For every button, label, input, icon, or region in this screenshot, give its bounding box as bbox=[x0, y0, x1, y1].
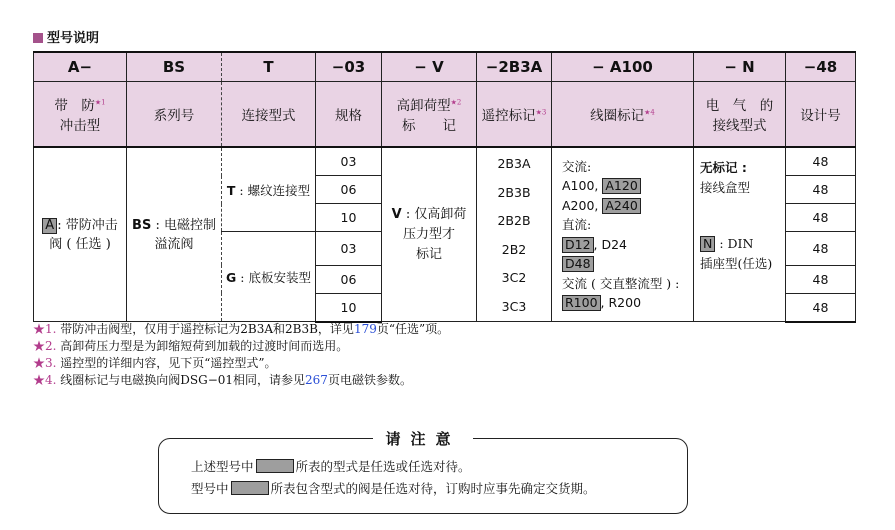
size-cell: 06 bbox=[316, 265, 382, 293]
footnote-1: ★1. 带防冲击阀型，仅用于遥控标记为2B3A和2B3B，详见179页“任选”项。 bbox=[33, 322, 450, 336]
coil-d12-box: D12 bbox=[562, 237, 594, 253]
col-t-plate-cell: G : 底板安装型 bbox=[222, 232, 316, 322]
header-desc-row bbox=[34, 82, 856, 148]
design-no-cell: 48 bbox=[786, 232, 856, 266]
pilot-code: 2B3A bbox=[497, 156, 531, 171]
footnotes bbox=[33, 321, 449, 389]
hcode-design: −48 bbox=[786, 52, 856, 82]
star-3-icon: ★3 bbox=[535, 108, 547, 117]
hcode-v: − V bbox=[382, 52, 477, 82]
notice-line-2: 型号中 所表包含型式的阀是任选对待，订购时应事先确定交货期。 bbox=[191, 481, 596, 496]
pilot-code: 2B2B bbox=[497, 213, 531, 228]
hdesc-v: 高卸荷型$^{★2}$ 标 记 bbox=[382, 82, 477, 148]
pilot-code: 2B3B bbox=[497, 184, 531, 200]
col-bs-cell: BS : 电磁控制 溢流阀 bbox=[127, 147, 222, 322]
col-elec-cell: 无标记 : 接线盒型 N : DIN 插座型(任选) bbox=[694, 147, 786, 322]
shade-swatch bbox=[256, 459, 294, 473]
design-no-cell: 48 bbox=[786, 265, 856, 293]
notice-line-1: 上述型号中 所表的型式是任选或任选对待。 bbox=[191, 459, 471, 474]
footnote-3: ★3. 遥控型的详细内容，见下页“遥控型式”。 bbox=[33, 356, 277, 370]
col-pilot-cell bbox=[477, 147, 552, 322]
hcode-a: A− bbox=[34, 52, 127, 82]
model-code-table bbox=[33, 51, 856, 323]
size-cell: 03 bbox=[316, 147, 382, 176]
hcode-t: T bbox=[222, 52, 316, 82]
header-codes-row bbox=[34, 52, 856, 82]
hdesc-t: 连接型式 bbox=[222, 82, 316, 148]
size-cell: 10 bbox=[316, 204, 382, 232]
footnote-2: ★2. 高卸荷压力型是为卸缩短荷到加载的过渡时间而选用。 bbox=[33, 339, 349, 353]
col-t-thread-cell: T : 螺纹连接型 bbox=[222, 147, 316, 232]
design-no-cell: 48 bbox=[786, 293, 856, 322]
coil-a240-box: A240 bbox=[602, 198, 640, 214]
page-link-267[interactable]: 267 bbox=[305, 373, 328, 387]
design-no-cell: 48 bbox=[786, 147, 856, 176]
notice-box bbox=[158, 430, 688, 514]
star-1-icon: ★1 bbox=[94, 98, 106, 107]
col-a-cell: A : 带防冲击 阀 ( 任选 ) bbox=[34, 147, 127, 322]
star-4-icon: ★4 bbox=[644, 108, 655, 117]
code-a-box: A bbox=[42, 218, 57, 234]
heading-bullet bbox=[33, 33, 43, 43]
hcode-pilot: −2B3A bbox=[477, 52, 552, 82]
page-link-179[interactable]: 179 bbox=[353, 322, 377, 336]
star-2-icon: ★2 bbox=[450, 98, 462, 107]
size-cell: 06 bbox=[316, 176, 382, 204]
coil-d48-box: D48 bbox=[562, 256, 594, 272]
hcode-coil: − A100 bbox=[552, 52, 694, 82]
pilot-code: 2B2 bbox=[501, 241, 527, 257]
notice-title: 请注意 bbox=[159, 428, 687, 449]
footnote-4: ★4. 线圈标记与电磁换向阀DSG−01相同，请参见267页电磁铁参数。 bbox=[33, 373, 412, 387]
size-cell: 10 bbox=[316, 293, 382, 322]
hcode-bs: BS bbox=[127, 52, 222, 82]
hdesc-pilot: 遥控标记$^{★3}$ bbox=[477, 82, 552, 148]
hdesc-size: 规格 bbox=[316, 82, 382, 148]
hdesc-elec: 电 气 的 接线型式 bbox=[694, 82, 786, 148]
hdesc-a: 带 防$^{★1}$ 冲击型 bbox=[34, 82, 127, 148]
hdesc-bs: 系列号 bbox=[127, 82, 222, 148]
hdesc-design: 设计号 bbox=[786, 82, 856, 148]
coil-r100-box: R100 bbox=[562, 295, 601, 311]
design-no-cell: 48 bbox=[786, 176, 856, 204]
heading-text: 型号说明 bbox=[47, 31, 100, 46]
size-cell: 03 bbox=[316, 232, 382, 266]
section-heading bbox=[33, 27, 99, 46]
table-row bbox=[34, 147, 856, 176]
hcode-size: −03 bbox=[316, 52, 382, 82]
pilot-code: 3C2 bbox=[501, 270, 527, 285]
hdesc-coil: 线圈标记$^{★4}$ bbox=[552, 82, 694, 148]
code-n-box: N bbox=[700, 236, 715, 252]
design-no-cell: 48 bbox=[786, 204, 856, 232]
shade-swatch bbox=[231, 481, 269, 495]
col-coil-cell: 交流: A100, A120 A200, A240 直流: D12 , D24 D48 交流 ( 交直整流型 ) : R100 , R200 bbox=[552, 147, 694, 322]
hcode-elec: − N bbox=[694, 52, 786, 82]
col-v-cell: V : 仅高卸荷 压力型才 标记 bbox=[382, 147, 477, 322]
pilot-code: 3C3 bbox=[501, 298, 527, 314]
coil-a120-box: A120 bbox=[602, 178, 640, 194]
